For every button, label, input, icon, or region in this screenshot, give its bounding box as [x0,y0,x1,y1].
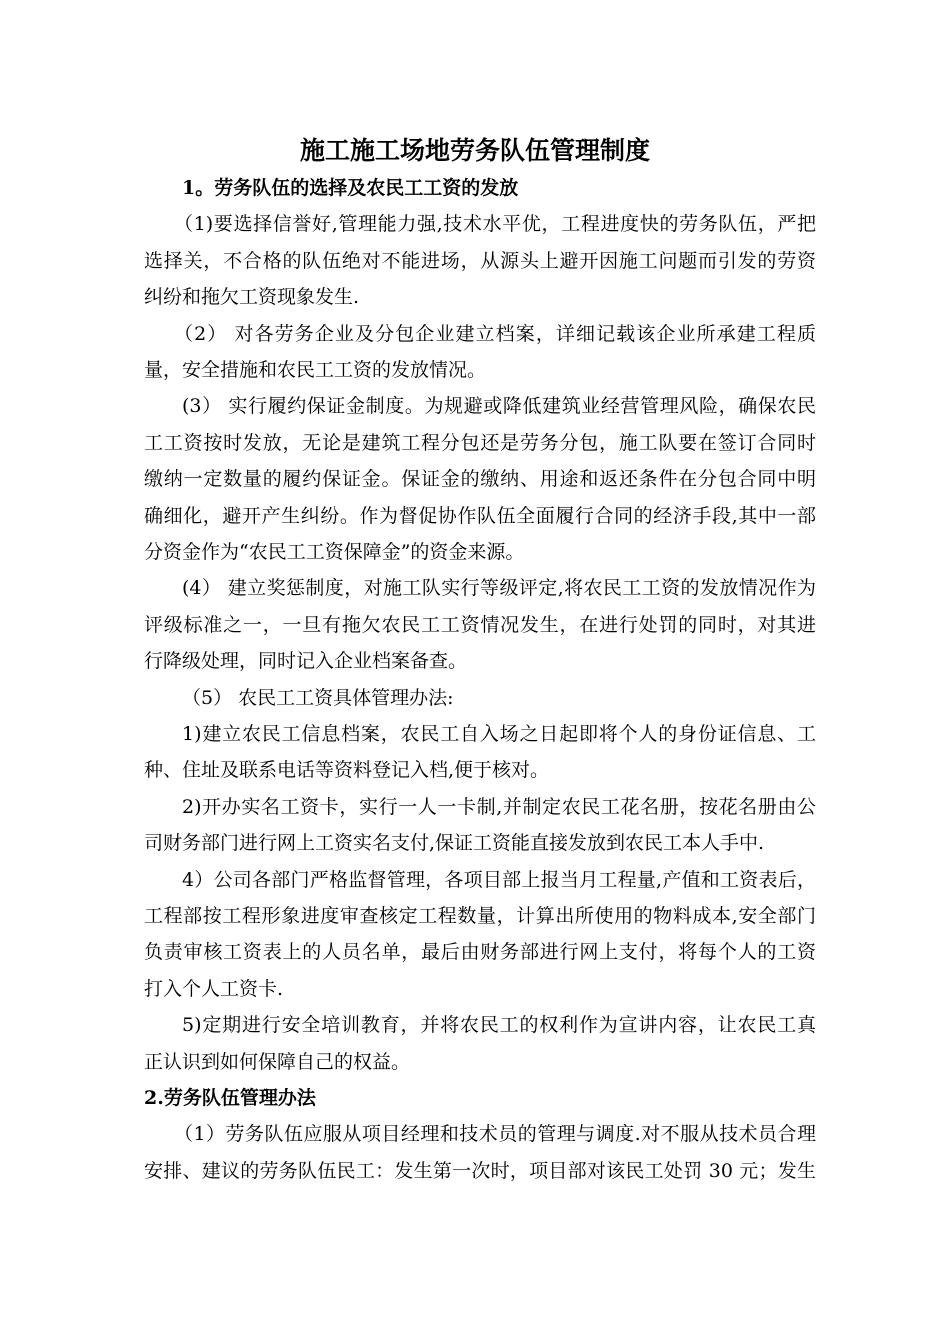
text-line: 安排、建议的劳务队伍民工：发生第一次时，项目部对该民工处罚 30 元；发生 [144,1159,816,1182]
text-line: 确细化，避开产生纠纷。作为督促协作队伍全面履行合同的经济手段,其中一部 [144,504,816,527]
section-heading: 1。劳务队伍的选择及农民工工资的发放 [182,177,519,199]
text-line: （1)要选择信誉好,管理能力强,技术水平优，工程进度快的劳务队伍，严把 [174,213,816,236]
text-line: 工程部按工程形象进度审查核定工程数量，计算出所使用的物料成本,安全部门 [144,905,816,927]
text-line: 打入个人工资卡. [144,977,284,1000]
text-line: 司财务部门进行网上工资实名支付,保证工资能直接发放到农民工本人手中. [144,832,765,855]
text-line: 缴纳一定数量的履约保证金。保证金的缴纳、用途和返还条件在分包合同中明 [144,468,816,491]
text-line: 4）公司各部门严格监督管理，各项目部上报当月工程量,产值和工资表后， [182,868,816,891]
text-line: 评级标准之一，一旦有拖欠农民工工资情况发生，在进行处罚的同时，对其进 [144,613,816,636]
text-line: （2） 对各劳务企业及分包企业建立档案，详细记载该企业所承建工程质 [174,322,816,345]
text-line: (4） 建立奖惩制度，对施工队实行等级评定,将农民工工资的发放情况作为 [182,577,816,600]
section-heading: 2.劳务队伍管理办法 [144,1087,316,1109]
text-line: 量，安全措施和农民工工资的发放情况。 [144,359,487,381]
text-line: 负责审核工资表上的人员名单，最后由财务部进行网上支付，将每个人的工资 [144,941,816,964]
text-line: (3） 实行履约保证金制度。为规避或降低建筑业经营管理风险，确保农民 [182,395,816,418]
text-line: 分资金作为“农民工工资保障金”的资金来源。 [144,541,525,563]
text-line: 纠纷和拖欠工资现象发生. [144,286,360,309]
text-line: 种、住址及联系电话等资料登记入档,便于核对。 [144,759,550,782]
text-line: （5） 农民工工资具体管理办法: [182,686,454,709]
text-line: 2)开办实名工资卡，实行一人一卡制,并制定农民工花名册，按花名册由公 [182,795,816,818]
text-line: （1）劳务队伍应服从项目经理和技术员的管理与调度.对不服从技术员合理 [174,1123,816,1146]
text-line: 正认识到如何保障自己的权益。 [144,1050,411,1073]
text-line: 选择关，不合格的队伍绝对不能进场，从源头上避开因施工问题而引发的劳资 [144,249,816,272]
text-line: 5)定期进行安全培训教育，并将农民工的权利作为宣讲内容，让农民工真 [182,1014,816,1037]
text-line: 1)建立农民工信息档案，农民工自入场之日起即将个人的身份证信息、工 [182,723,816,745]
document-title: 施工施工场地劳务队伍管理制度 [299,136,650,165]
text-line: 工工资按时发放，无论是建筑工程分包还是劳务分包，施工队要在签订合同时 [144,431,816,454]
text-line: 行降级处理，同时记入企业档案备查。 [144,650,468,673]
